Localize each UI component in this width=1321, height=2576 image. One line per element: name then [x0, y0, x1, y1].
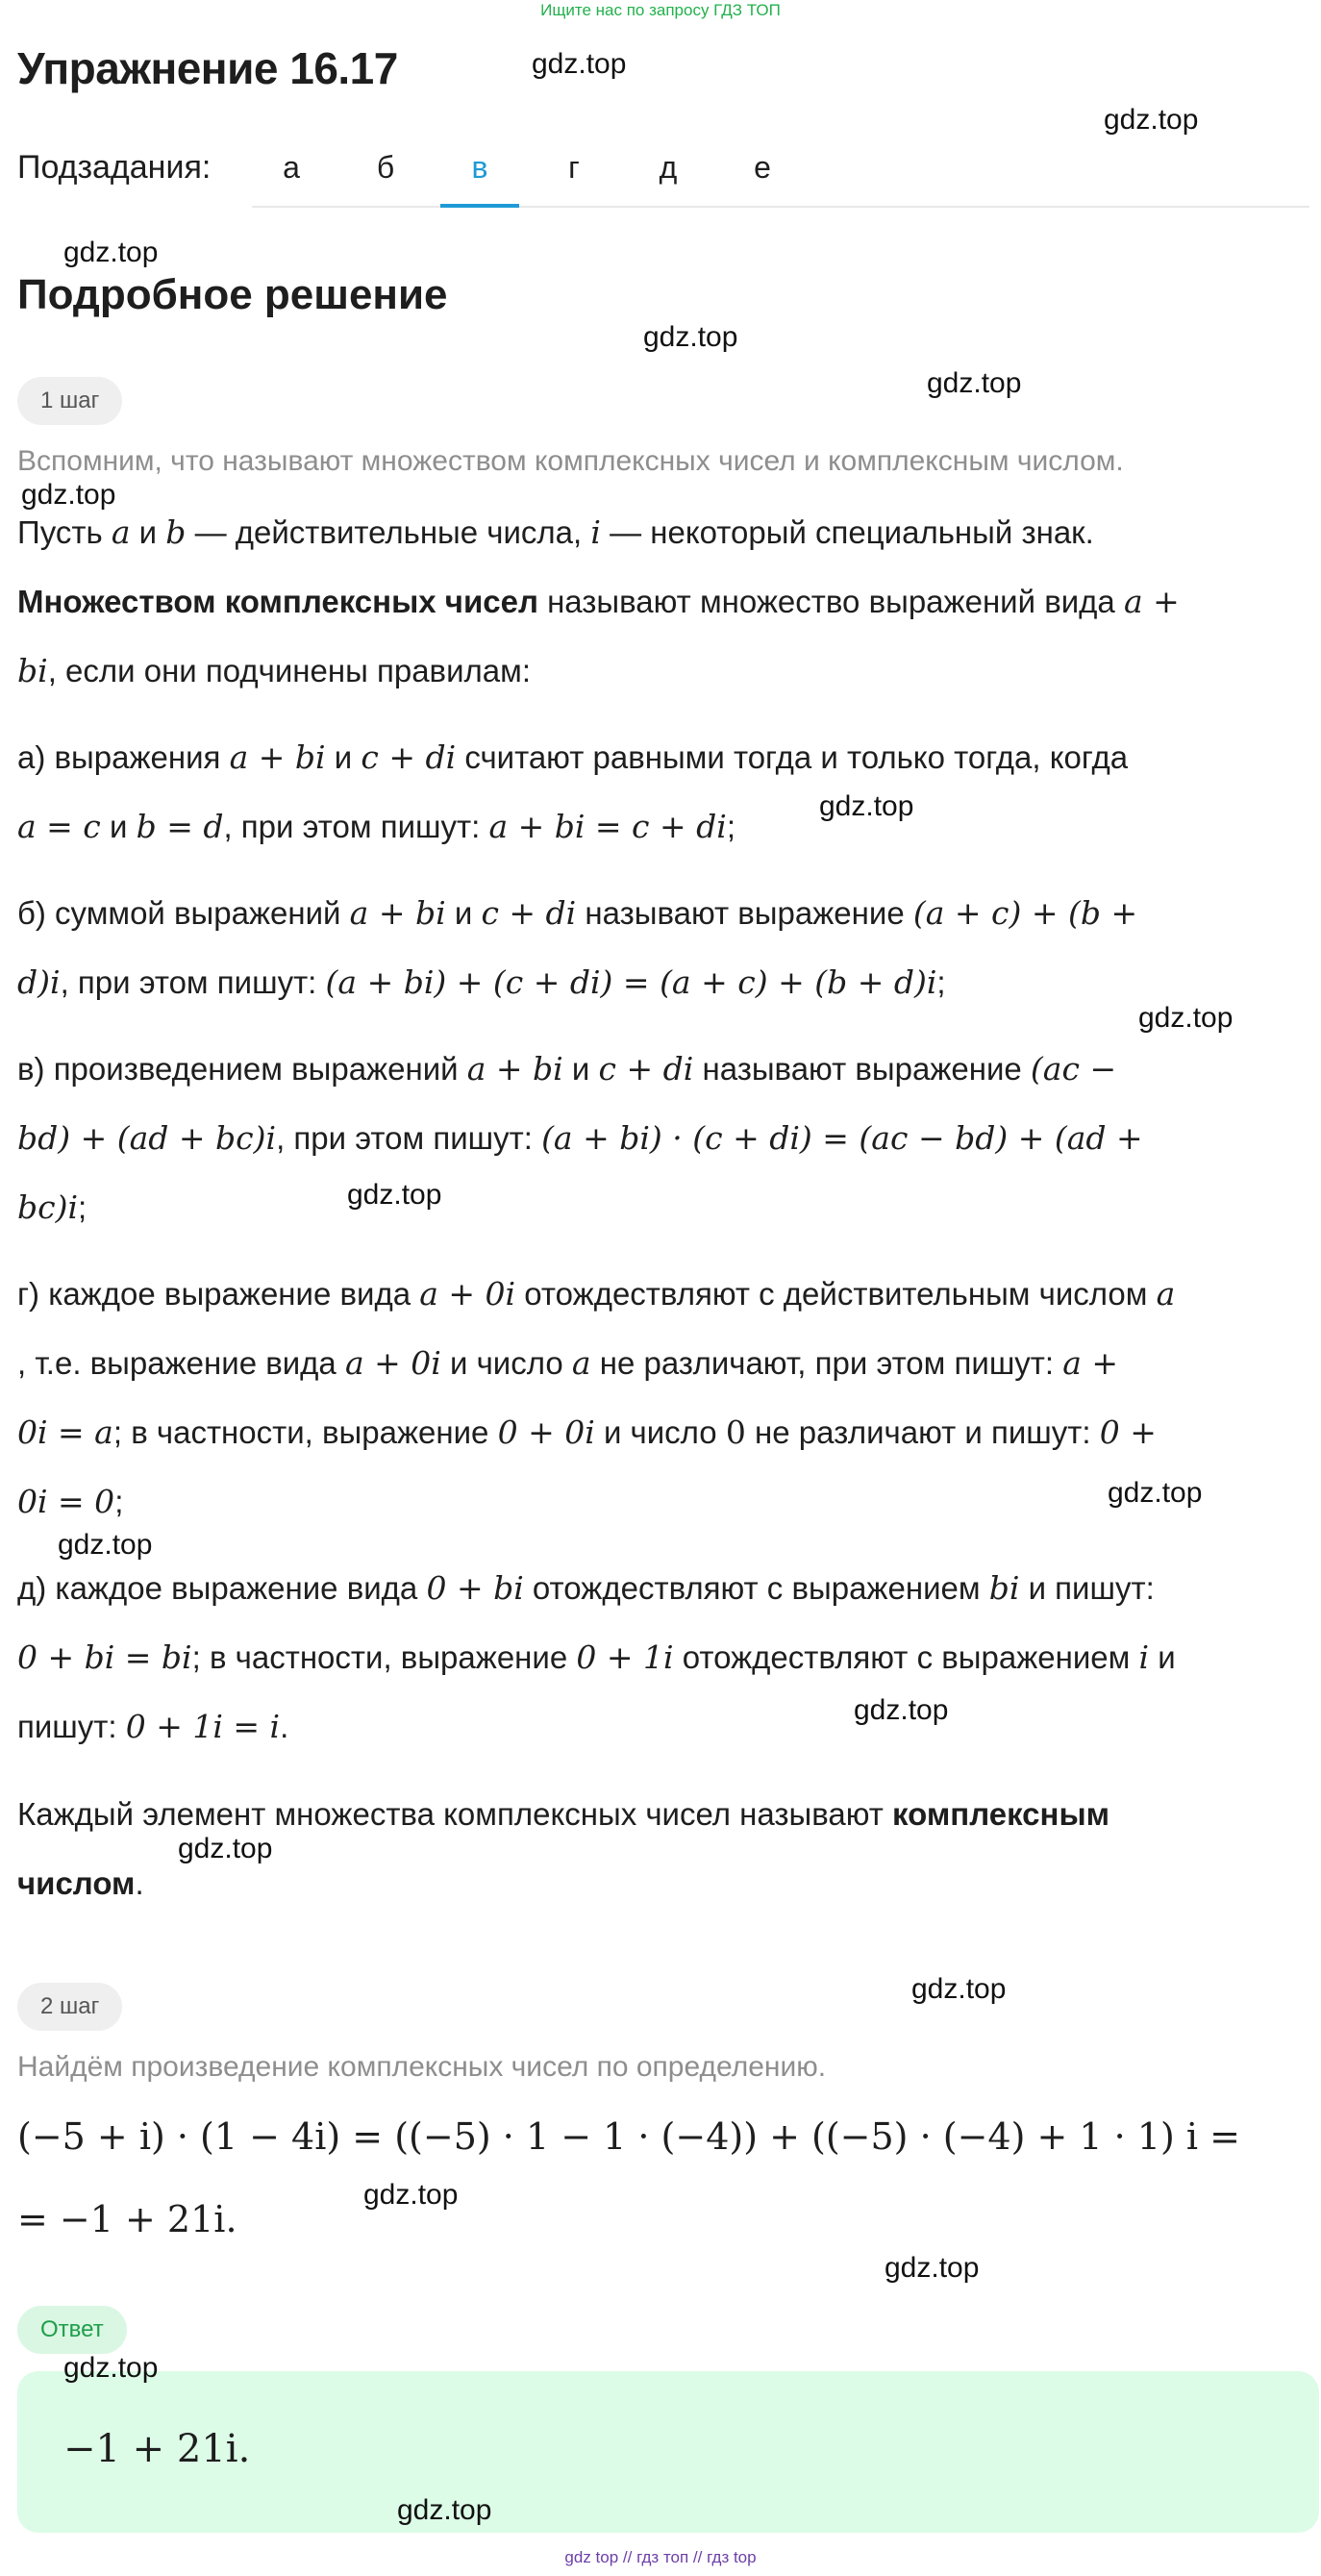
- watermark: gdz.top: [885, 2252, 980, 2284]
- product-equation-line-1: (−5 + i) · (1 − 4i) = ((−5) · 1 − 1 · (−4)) + ((−5) · (−4) + 1 · 1) i =: [17, 2115, 1240, 2158]
- watermark: gdz.top: [854, 1694, 949, 1726]
- tab-b[interactable]: б: [376, 150, 395, 185]
- outro-line-1: Каждый элемент множества комплексных чисел называют комплексным: [17, 1796, 1110, 1832]
- tab-d[interactable]: д: [659, 150, 678, 185]
- watermark: gdz.top: [643, 321, 738, 353]
- tab-v[interactable]: в: [440, 135, 519, 208]
- rule-d-line-4: 0i = 0;: [17, 1483, 124, 1520]
- page-title: Упражнение 16.17: [17, 43, 398, 93]
- subtask-tabs: [252, 135, 1309, 208]
- rule-d-line-2: , т.е. выражение вида a + 0i и число a не различают, при этом пишут: a +: [17, 1344, 1119, 1382]
- watermark: gdz.top: [178, 1833, 273, 1864]
- tab-g[interactable]: г: [568, 150, 580, 185]
- rule-c-line-2: bd) + (ad + bc)i, при этом пишут: (a + bi) · (c + di) = (ac − bd) + (ad +: [17, 1119, 1143, 1157]
- rule-c-line-1: в) произведением выражений a + bi и c + di называют выражение (ac −: [17, 1050, 1117, 1088]
- watermark: gdz.top: [21, 479, 116, 511]
- watermark: gdz.top: [819, 790, 914, 822]
- rule-a-line-2: a = c и b = d, при этом пишут: a + bi = c + di;: [17, 808, 736, 845]
- definition-line-1: Множеством комплексных чисел называют множество выражений вида a +: [17, 583, 1180, 620]
- rule-b-line-1: б) суммой выражений a + bi и c + di называют выражение (a + c) + (b +: [17, 894, 1138, 932]
- rule-e-line-2: 0 + bi = bi; в частности, выражение 0 + 1i отождествляют с выражением i и: [17, 1638, 1176, 1676]
- watermark: gdz.top: [927, 367, 1022, 399]
- watermark: gdz.top: [347, 1179, 442, 1211]
- tab-e[interactable]: е: [754, 150, 771, 185]
- watermark: gdz.top: [1104, 104, 1199, 136]
- step-2-badge: 2 шаг: [17, 1983, 122, 2031]
- definition-line-2: bi, если они подчинены правилам:: [17, 652, 531, 689]
- watermark: gdz.top: [58, 1529, 153, 1561]
- watermark: gdz.top: [532, 48, 627, 80]
- answer-badge: Ответ: [17, 2306, 127, 2354]
- tab-a[interactable]: а: [283, 150, 300, 185]
- watermark: gdz.top: [63, 2352, 159, 2384]
- watermark: gdz.top: [397, 2494, 492, 2526]
- watermark: gdz.top: [1108, 1477, 1203, 1509]
- watermark: gdz.top: [63, 237, 159, 268]
- watermark: gdz.top: [1138, 1002, 1234, 1034]
- rule-c-line-3: bc)i;: [17, 1188, 87, 1226]
- step-2-hint: Найдём произведение комплексных чисел по определению.: [17, 2051, 827, 2083]
- rule-a-line-1: а) выражения a + bi и c + di считают равными тогда и только тогда, когда: [17, 738, 1129, 776]
- outro-line-2: числом.: [17, 1865, 144, 1901]
- rule-d-line-1: г) каждое выражение вида a + 0i отождествляют с действительным числом a: [17, 1275, 1176, 1313]
- section-title: Подробное решение: [17, 271, 448, 318]
- step-1-badge: 1 шаг: [17, 377, 122, 425]
- watermark: gdz.top: [911, 1973, 1007, 2005]
- rule-e-line-3: пишут: 0 + 1i = i.: [17, 1708, 289, 1745]
- rule-d-line-3: 0i = a; в частности, выражение 0 + 0i и число 0 не различают и пишут: 0 +: [17, 1413, 1157, 1451]
- rule-b-line-2: d)i, при этом пишут: (a + bi) + (c + di) = (a + c) + (b + d)i;: [17, 963, 946, 1001]
- top-banner: Ищите нас по запросу ГДЗ ТОП: [540, 1, 781, 19]
- footer-text: gdz top // гдз топ // гдз top: [564, 2548, 757, 2566]
- watermark: gdz.top: [363, 2179, 459, 2211]
- intro-line: Пусть a и b — действительные числа, i — некоторый специальный знак.: [17, 513, 1094, 551]
- step-1-hint: Вспомним, что называют множеством комплексных чисел и комплексным числом.: [17, 445, 1124, 477]
- rule-e-line-1: д) каждое выражение вида 0 + bi отождествляют с выражением bi и пишут:: [17, 1569, 1155, 1607]
- product-equation-line-2: = −1 + 21i.: [17, 2198, 237, 2240]
- answer-box: [17, 2371, 1319, 2533]
- subtasks-label: Подзадания:: [17, 149, 212, 186]
- answer-value: −1 + 21i.: [63, 2427, 251, 2471]
